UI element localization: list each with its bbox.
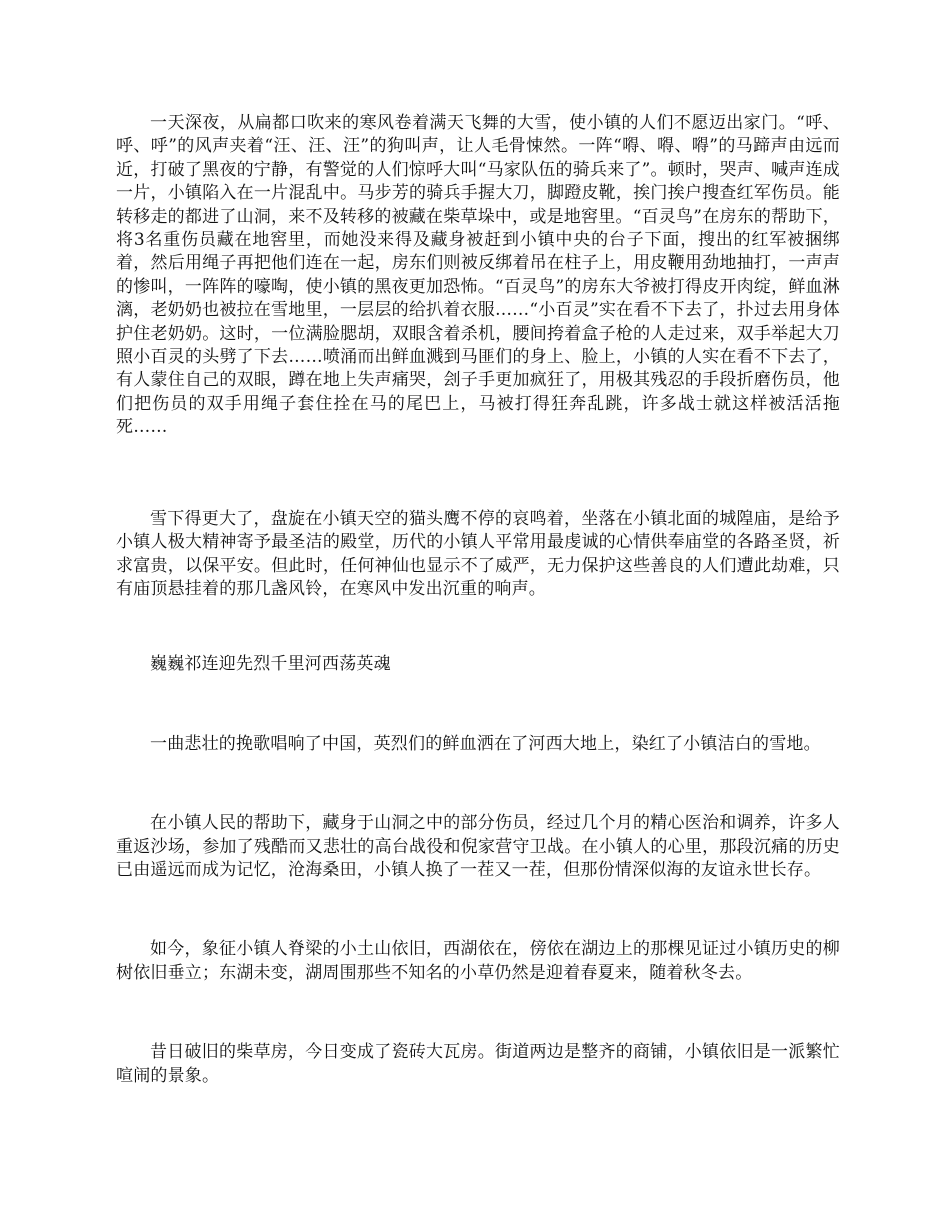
paragraph-gap <box>116 756 840 812</box>
paragraph-gap <box>116 440 840 508</box>
paragraph-new-houses: 昔日破旧的柴草房，今日变成了瓷砖大瓦房。街道两边是整齐的商铺，小镇依旧是一派繁忙喧闹的景象。 <box>116 1042 840 1086</box>
paragraph-wounded-recovery: 在小镇人民的帮助下，藏身于山洞之中的部分伤员，经过几个月的精心医治和调养，许多人重返沙场，参加了残酷而又悲壮的高台战役和倪家营守卫战。在小镇人的心里，那段沉痛的历史已由遥远而成为记忆，沧海桑田，小镇人换了一茬又一茬，但那份情深似海的友谊永世长存。 <box>116 813 840 880</box>
paragraph-gap <box>116 882 840 938</box>
paragraph-gap <box>116 677 840 733</box>
document-page <box>116 112 840 1088</box>
paragraph-gap <box>116 985 840 1041</box>
paragraph-night-raid: 一天深夜，从扁都口吹来的寒风卷着满天飞舞的大雪，使小镇的人们不愿迈出家门。“呼、呼、呼”的风声夹着“汪、汪、汪”的狗叫声，让人毛骨悚然。一阵“嘚、嘚、嘚”的马蹄声由远而近，打破了黑夜的宁静，有警觉的人们惊呼大叫“马家队伍的骑兵来了”。顿时，哭声、喊声连成一片，小镇陷入在一片混乱中。马步芳的骑兵手握大刀，脚蹬皮靴，挨门挨户搜查红军伤员。能转移走的都进了山洞，来不及转移的被藏在柴草垛中，或是地窖里。“百灵鸟”在房东的帮助下，将3名重伤员藏在地窖里，而她没来得及藏身被赶到小镇中央的台子下面，搜出的红军被捆绑着，然后用绳子再把他们连在一起，房东们则被反绑着吊在柱子上，用皮鞭用劲地抽打，一声声的惨叫，一阵阵的嚎啕，使小镇的黑夜更加恐怖。“百灵鸟”的房东大爷被打得皮开肉绽，鲜血淋漓，老奶奶也被拉在雪地里，一层层的给扒着衣服……“小百灵”实在看不下去了，扑过去用身体护住老奶奶。这时，一位满脸腮胡，双眼含着杀机，腰间挎着盒子枪的人走过来，双手举起大刀照小百灵的头劈了下去……喷涌而出鲜血溅到马匪们的身上、脸上，小镇的人实在看不下去了，有人蒙住自己的双眼，蹲在地上失声痛哭，刽子手更加疯狂了，用极其残忍的手段折磨伤员，他们把伤员的双手用绳子套住拴在马的尾巴上，马被打得狂奔乱跳，许多战士就这样被活活拖死…… <box>116 113 840 438</box>
paragraph-today-lakes: 如今，象征小镇人脊梁的小土山依旧，西湖依在，傍依在湖边上的那棵见证过小镇历史的柳树依旧垂立；东湖未变，湖周围那些不知名的小草仍然是迎着春夏来，随着秋冬去。 <box>116 939 840 983</box>
paragraph-elegy: 一曲悲壮的挽歌唱响了中国，英烈们的鲜血洒在了河西大地上，染红了小镇洁白的雪地。 <box>150 733 821 754</box>
paragraph-gap <box>116 601 840 653</box>
paragraph-snow-temple: 雪下得更大了，盘旋在小镇天空的猫头鹰不停的哀鸣着，坐落在小镇北面的城隍庙，是给予小镇人极大精神寄予最圣洁的殿堂，历代的小镇人平常用最虔诚的心情供奉庙堂的各路圣贤，祈求富贵，以保平安。但此时，任何神仙也显示不了威严，无力保护这些善良的人们遭此劫难，只有庙顶悬挂着的那几盏风铃，在寒风中发出沉重的响声。 <box>116 508 840 599</box>
section-heading: 巍巍祁连迎先烈千里河西荡英魂 <box>150 654 391 675</box>
